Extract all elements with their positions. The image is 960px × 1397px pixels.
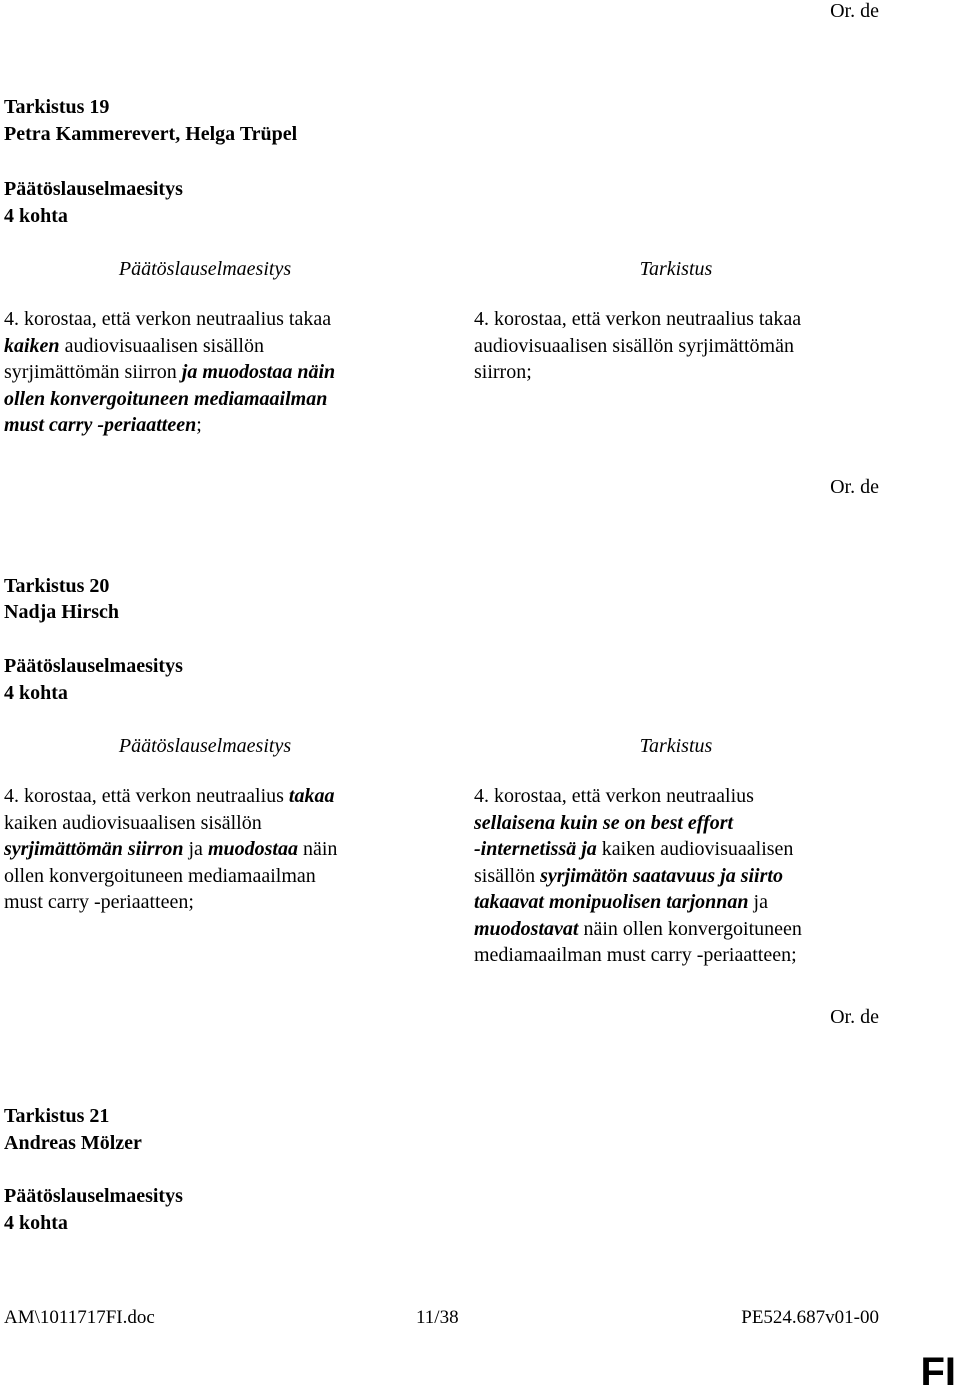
text-run: audiovisuaalisen sisällön <box>59 334 264 357</box>
footer-language-code: FI <box>920 1350 956 1394</box>
amendment-number: Tarkistus 21 <box>4 1105 110 1127</box>
text-run: näin <box>297 838 338 860</box>
footer-page-number: 11/38 <box>416 1307 459 1328</box>
text-run: kaiken audiovisuaalisen sisällön <box>4 811 262 834</box>
emphasized-text: muodostavat <box>474 917 579 940</box>
text-line <box>474 916 894 943</box>
document-type: Päätöslauselmaesitys <box>4 655 183 677</box>
emphasized-text: ollen konvergoituneen mediamaailman <box>4 387 328 410</box>
text-line <box>474 359 894 386</box>
original-text <box>4 306 424 439</box>
amendment-number: Tarkistus 20 <box>4 575 110 597</box>
emphasized-text: muodostaa <box>207 838 298 860</box>
amendment-authors: Nadja Hirsch <box>4 601 119 623</box>
text-line <box>4 783 424 810</box>
footer-doc-ref: AM\1011717FI.doc <box>4 1307 155 1328</box>
paragraph-ref: 4 kohta <box>4 682 68 704</box>
text-line <box>474 306 894 333</box>
amended-text <box>474 306 894 386</box>
emphasized-text: must carry -periaatteen <box>4 414 197 436</box>
amendment-authors: Petra Kammerevert, Helga Trüpel <box>4 123 298 145</box>
amendment-number: Tarkistus 19 <box>4 96 110 118</box>
column-heading-amendment: Tarkistus <box>639 735 713 757</box>
original-text <box>4 783 424 916</box>
text-run: 4. korostaa, että verkon neutraalius takaa <box>474 308 802 330</box>
document-type: Päätöslauselmaesitys <box>4 1185 183 1207</box>
footer-pe-ref: PE524.687v01-00 <box>741 1307 879 1328</box>
text-line <box>4 412 424 439</box>
text-run: 4. korostaa, että verkon neutraalius <box>474 785 754 807</box>
emphasized-text: sellaisena kuin se on best effort <box>474 811 734 834</box>
paragraph-ref: 4 kohta <box>4 1212 68 1234</box>
text-run: must carry -periaatteen; <box>4 891 194 913</box>
text-run: ja <box>183 838 208 860</box>
text-run: näin ollen konvergoituneen <box>578 917 802 940</box>
orig-language-top: Or. de <box>830 0 879 22</box>
amended-text <box>474 783 894 969</box>
text-line <box>474 889 894 916</box>
text-line <box>4 810 424 837</box>
text-run: ollen konvergoituneen mediamaailman <box>4 864 316 887</box>
text-run: ; <box>196 414 202 436</box>
text-line <box>4 889 424 916</box>
text-run: mediamaailman must carry -periaatteen; <box>474 944 797 966</box>
text-run: sisällön <box>474 864 541 887</box>
column-heading-original: Päätöslauselmaesitys <box>118 735 292 757</box>
emphasized-text: takaa <box>288 785 335 807</box>
emphasized-text: kaiken <box>4 334 60 357</box>
text-run: syrjimättömän siirron <box>4 361 182 383</box>
text-run: kaiken audiovisuaalisen <box>596 838 794 860</box>
text-line <box>474 942 894 969</box>
emphasized-text: syrjimättömän siirron <box>4 838 184 860</box>
emphasized-text: ja muodostaa näin <box>181 361 336 383</box>
emphasized-text: -internetissä ja <box>474 838 597 860</box>
text-line <box>474 836 894 863</box>
text-run: audiovisuaalisen sisällön syrjimättömän <box>474 334 794 357</box>
emphasized-text: syrjimätön saatavuus ja siirto <box>540 864 783 887</box>
paragraph-ref: 4 kohta <box>4 205 68 227</box>
emphasized-text: takaavat monipuolisen tarjonnan <box>474 891 749 913</box>
text-run: 4. korostaa, että verkon neutraalius takaa <box>4 308 332 330</box>
orig-language: Or. de <box>830 476 879 498</box>
document-type: Päätöslauselmaesitys <box>4 178 183 200</box>
text-line <box>4 836 424 863</box>
amendment-authors: Andreas Mölzer <box>4 1132 142 1154</box>
text-line <box>474 810 894 837</box>
text-run: 4. korostaa, että verkon neutraalius <box>4 785 289 807</box>
text-line <box>4 863 424 890</box>
column-heading-original: Päätöslauselmaesitys <box>118 258 292 280</box>
text-run: siirron; <box>474 361 532 383</box>
text-line <box>4 386 424 413</box>
text-run: ja <box>748 891 768 913</box>
column-heading-amendment: Tarkistus <box>639 258 713 280</box>
text-line <box>4 333 424 360</box>
orig-language: Or. de <box>830 1006 879 1028</box>
text-line <box>474 863 894 890</box>
text-line <box>474 783 894 810</box>
text-line <box>4 306 424 333</box>
text-line <box>474 333 894 360</box>
text-line <box>4 359 424 386</box>
